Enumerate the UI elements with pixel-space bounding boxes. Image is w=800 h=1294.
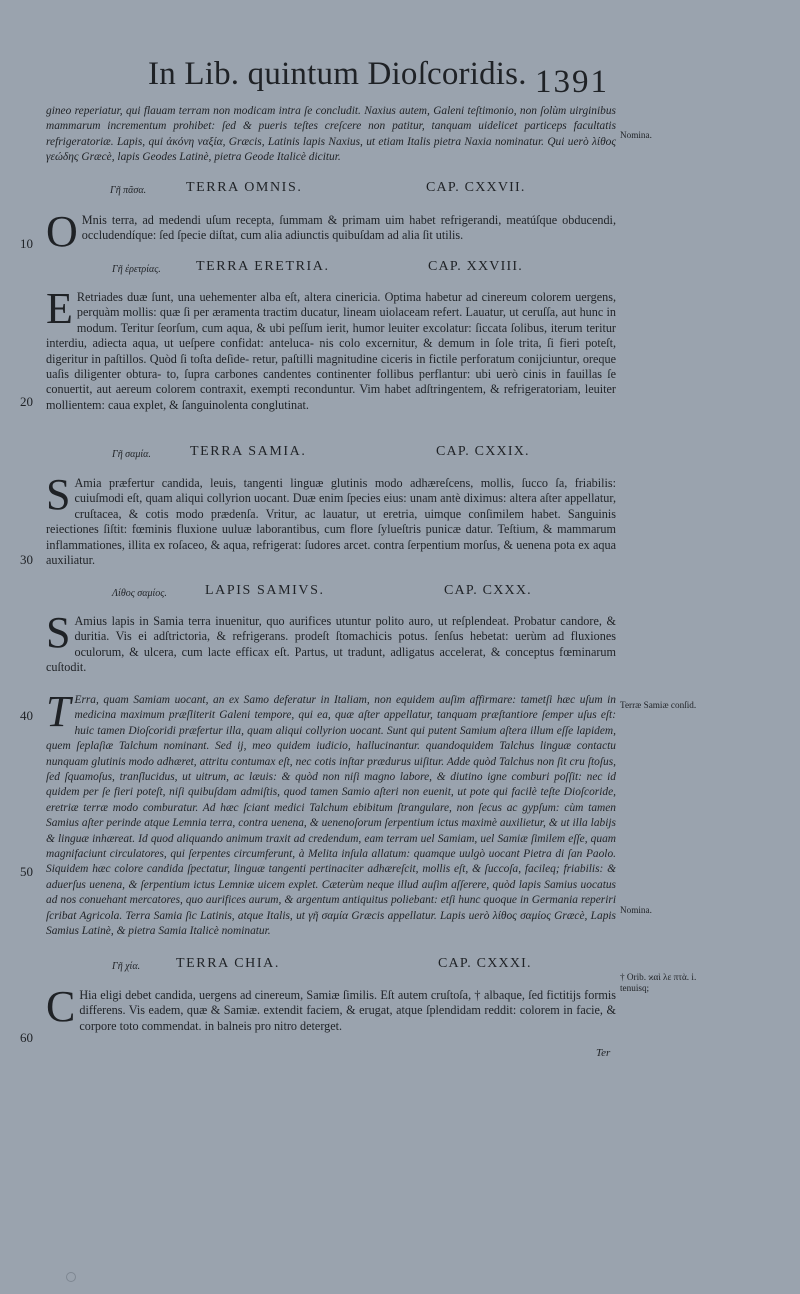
drop-cap: O — [46, 207, 78, 256]
section-text: Hia eligi debet candida, uergens ad cinereum, Samiæ ſimilis. Eſt autem cruſtoſa, † albaque, ſed fictitijs formis differens. Vis eadem, quæ & Samiæ. extendit faciem, & erugat, atque ſplendidam reddit: colorem in facie, & corpore toto commendat. in balneis pro nitro deterget. — [79, 988, 616, 1033]
greek-name: Λίθος σαμίος. — [112, 588, 167, 599]
drop-cap: C — [46, 982, 76, 1031]
catchword: Ter — [596, 1047, 611, 1059]
drop-cap: T — [46, 687, 71, 736]
section-body-terra-eretria — [46, 284, 616, 413]
line-number: 10 — [20, 236, 33, 251]
section-title: TERRA ERETRIA. — [196, 259, 330, 274]
line-number: 50 — [20, 864, 33, 879]
chapter-number: CAP. CXXX. — [444, 583, 532, 598]
section-text: Mnis terra, ad medendi uſum recepta, ſummam & primam uim habet refrigerandi, meatúſque obducendi, occludendíque: ſed ſpecie diſtat, cum alia adiunctis quibuſdam ad alia ſit utilis. — [81, 213, 616, 243]
page-number: 1391 — [535, 64, 609, 100]
line-number: 20 — [20, 394, 33, 409]
chapter-number: CAP. CXXVII. — [426, 180, 526, 195]
section-heading-lapis-samius — [0, 583, 800, 605]
margin-note-nomina: Nomina. — [620, 130, 652, 140]
running-head-title: In Lib. quintum Dioſcoridis. — [148, 56, 527, 92]
section-body-terra-samia — [46, 470, 616, 568]
section-title: TERRA SAMIA. — [190, 444, 307, 459]
commentary-paragraph — [46, 687, 616, 940]
section-title: LAPIS SAMIVS. — [205, 583, 325, 598]
section-body-terra-omnis — [46, 207, 616, 256]
margin-note-terrae-samiae: Terræ Samiæ conſid. — [620, 700, 697, 710]
section-heading-terra-samia — [0, 444, 800, 466]
chapter-number: CAP. XXVIII. — [428, 259, 523, 274]
intro-paragraph: gineo reperiatur, qui flauam terram non modicam intra ſe concludit. Naxius autem, Galeni teſtimonio, non ſolùm uirginibus mammarum incrementum prohibet: ſed & pueris teſtes creſcere non patitur, tanquam uidelicet particeps facultatis refrigeratoriæ. Lapis, qui ἀκόνη ναξία, Græcis, Latinis lapis Naxius, ut etiam Italis pietra Naxia nominatur. Qui uerò λίθος γεώδης Græcè, lapis Geodes Latinè, pietra Geode Italicè dicitur. — [46, 105, 616, 164]
line-number: 40 — [20, 708, 33, 723]
section-text: Retriades duæ ſunt, una uehementer alba eſt, altera cinericia. Optima habetur ad cinereum colorem uergens, perquàm mollis: quæ ſi per æramenta tractim ducatur, lineam uiolaceam refert. Lauatur, ut ceruſſa, aut hunc in modum. Teritur ſeorſum, cum aqua, & ubi peſſum ierit, humor leuiter excolatur: ſiccata ſolibus, iterum teritur interdiu, adiecta aqua, ut ueſpere confidat: anteluca- nis colo excernitur, & demum in ſole trita, ſi fieri poteſt, digeritur in paſtillos. Quòd ſi toſta deſide- retur, paſtilli magnitudine ciceris in fictile perforatum conijciuntur, oreque uaſis diligenter obtura- to, ſupra carbones candentes continenter follibus perflantur: ubi uerò cinis in fauillas ſe conuertit, aut aereum colorem contraxit, exempti reconduntur. Vim habet adſtringentem, & refrigeratoriam, leuiter mollientem: caua explet, & ſanguinolenta conglutinat. — [46, 290, 616, 412]
margin-note-nomina-2: Nomina. — [620, 905, 652, 915]
section-text: Amius lapis in Samia terra inuenitur, quo aurifices utuntur polito auro, ut reſplendeat. Probatur candore, & duritia. Vis ei adſtrictoria, & refrigerans. prodeſt ſtomachicis potus. ſenſus hebetat: uerùm ad fluxiones oculorum, & ulcera, cum lacte efficax eſt. Partus, ut tradunt, adligatus accelerat, & conceptus fœminarum cuſtodit. — [46, 614, 616, 675]
chapter-number: CAP. CXXIX. — [436, 444, 530, 459]
greek-name: Γῆ σαμία. — [112, 449, 151, 460]
greek-name: Γῆ πᾶσα. — [110, 185, 147, 196]
section-body-terra-chia — [46, 982, 616, 1034]
section-text: Amia præfertur candida, leuis, tangenti linguæ glutinis modo adhæreſcens, mollis, ſucco ſa, friabilis: cuiuſmodi eſt, quam aliqui collyrion uocant. Duæ enim ſpecies eius: unam antè diximus: altera aſter appellatur, cruſtacea, & cotis modo prædenſa. Vritur, ac lauatur, ut eretria, uimque conſimilem habet. Sanguinis reiectiones ſiſtit: fœminis fluxione uuluæ laborantibus, cum flore ſylueſtris punicæ datur. Teſtium, & mammarum inflammationes, illita ex roſaceo, & aqua, refrigerat: ſudores arcet. contra ſerpentium morſus, & uenena pota ex aqua auxiliatur. — [46, 476, 616, 568]
drop-cap: E — [46, 284, 73, 333]
margin-note-dagger: † Orib. ϰαὶ λε πτὰ. i. tenuisq; — [620, 972, 697, 993]
drop-cap: S — [46, 608, 71, 657]
greek-name: Γῆ χία. — [112, 961, 141, 972]
drop-cap: S — [46, 470, 71, 519]
section-heading-terra-eretria — [0, 259, 800, 281]
greek-name: Γῆ ἐρετρίας. — [112, 264, 161, 275]
section-title: TERRA OMNIS. — [186, 180, 303, 195]
line-number: 30 — [20, 552, 33, 567]
section-title: TERRA CHIA. — [176, 956, 280, 971]
section-body-lapis-samius — [46, 608, 616, 676]
commentary-text: Erra, quam Samiam uocant, an ex Samo deferatur in Italiam, non equidem auſim affirmare: tametſi hæc uſum in medicina maximum præſliterit Galeni tempore, qui ea, quæ aſter appellatur, tanquam præſtantiore ſemper uſus eſt: huic tamen Dioſcoridi præfertur illa, quam aliqui collyrion uocant. Sunt qui putent Samium aſtera illum eſſe lapidem, quem ſeplaſiæ Talchum nominant. Sed ij, meo quidem iudicio, hallucinantur. quandoquidem Talchus linguæ contactu nunquam glutinis modo adhæret, attritu contumax eſt, nec cotis inſtar prædurus uiſitur. Adde quòd Talchus non ſit cru ſtoſus, ſed ſquamoſus, tranſlucidus, ut uitrum, ac læuis: & quòd non niſi magno labore, & diutino igne comburi poſſit: nec id quidem per ſe fieri poteſt, niſi quibuſdam admiſtis, quod tamen Samio aſteri non euenit, ut pote qui facilè teſte Dioſcoride, eretriæ terræ modo comburatur. Ad hæc ſciant medici Talchum ebibitum ſtrangulare, non ſecus ac gypſum: cùm tamen Samius aſter perinde atque Lemnia terra, contra uenena, & uenenoſorum ſerpentium ictus maximè auxilietur, & ut illa labijs & linguæ inhæreat. Id quod aliquando animum traxit ad credendum, eam terram uel Samiam, uel Samiæ ſimilem eſſe, quam magnifaciunt circulatores, qui ſerpentes circumferunt, à Melita inſula allatum: quamque uulgò uocant Pietra di ſan Paolo. Siquidem hæc colore candida ſpectatur, linguæ tangenti pertinaciter adhæreſcit, mollis eſt, & ſuccoſa, facileq; friabilis: & aduerſus uenena, & ſerpentium ictus Lemniæ uicem explet. Cæterùm neque illud auſim aſſerere, quòd lapis Samius uocatus ad nos conuehant mercatores, quo aurifices aurum, & argentum antiquitus poliebant: etſi hunc quoque in Germania reperiri ſcribat Agricola. Terra Samia ſic Latinis, atque Italis, ut γῆ σαμία Græcis appellatur. Lapis uerò λίθος σαμίος Græcè, Lapis Samius Latinè, & pietra Samia Italicè nominatur. — [46, 694, 616, 938]
chapter-number: CAP. CXXXI. — [438, 956, 532, 971]
line-number: 60 — [20, 1030, 33, 1045]
section-heading-terra-omnis — [0, 180, 800, 202]
paper-spot — [66, 1272, 76, 1282]
